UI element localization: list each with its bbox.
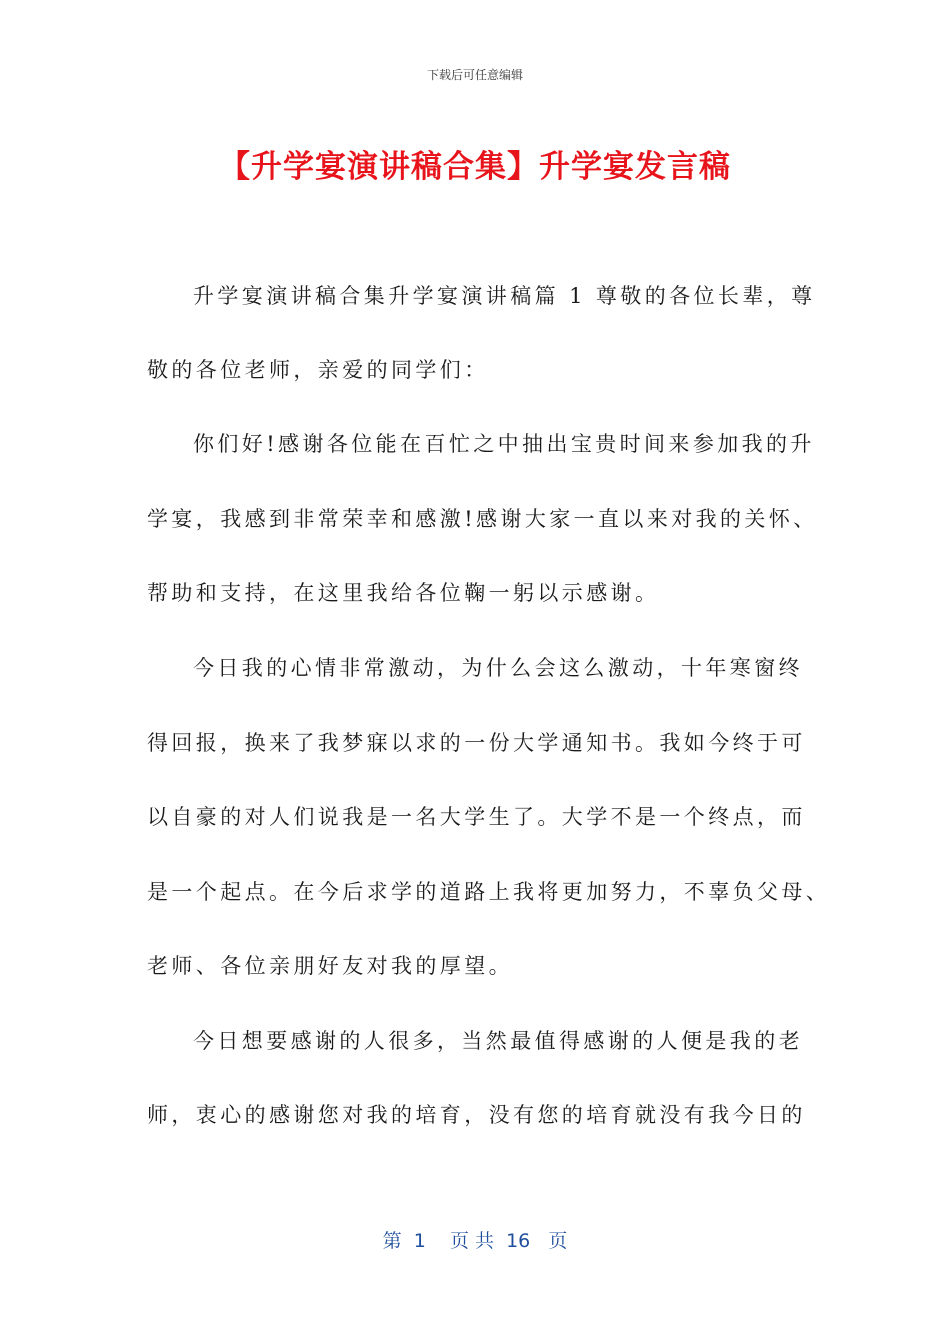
body-line: 老师、各位亲朋好友对我的厚望。 — [147, 954, 513, 978]
body-line: 敬的各位老师，亲爱的同学们： — [147, 358, 489, 382]
body-line: 今日我的心情非常激动，为什么会这么激动，十年寒窗终 — [193, 656, 803, 680]
body-line: 是一个起点。在今后求学的道路上我将更加努力，不辜负父母、 — [147, 880, 831, 904]
body-line: 学宴，我感到非常荣幸和感激!感谢大家一直以来对我的关怀、 — [147, 507, 818, 531]
header-note: 下载后可任意编辑 — [426, 68, 523, 82]
body-line: 升学宴演讲稿合集升学宴演讲稿篇 1 尊敬的各位长辈，尊 — [193, 284, 816, 308]
body-line: 得回报，换来了我梦寐以求的一份大学通知书。我如今终于可 — [147, 731, 806, 755]
body-line: 以自豪的对人们说我是一名大学生了。大学不是一个终点，而 — [147, 805, 806, 829]
document-title: 【升学宴演讲稿合集】升学宴发言稿 — [219, 149, 731, 185]
body-line: 你们好!感谢各位能在百忙之中抽出宝贵时间来参加我的升 — [193, 432, 815, 456]
body-line: 帮助和支持，在这里我给各位鞠一躬以示感谢。 — [147, 581, 660, 605]
body-line: 今日想要感谢的人很多，当然最值得感谢的人便是我的老 — [193, 1029, 803, 1053]
body-line: 师，衷心的感谢您对我的培育，没有您的培育就没有我今日的 — [147, 1103, 806, 1127]
page-number-footer: 第 1 页 共 16 页 — [382, 1230, 568, 1252]
